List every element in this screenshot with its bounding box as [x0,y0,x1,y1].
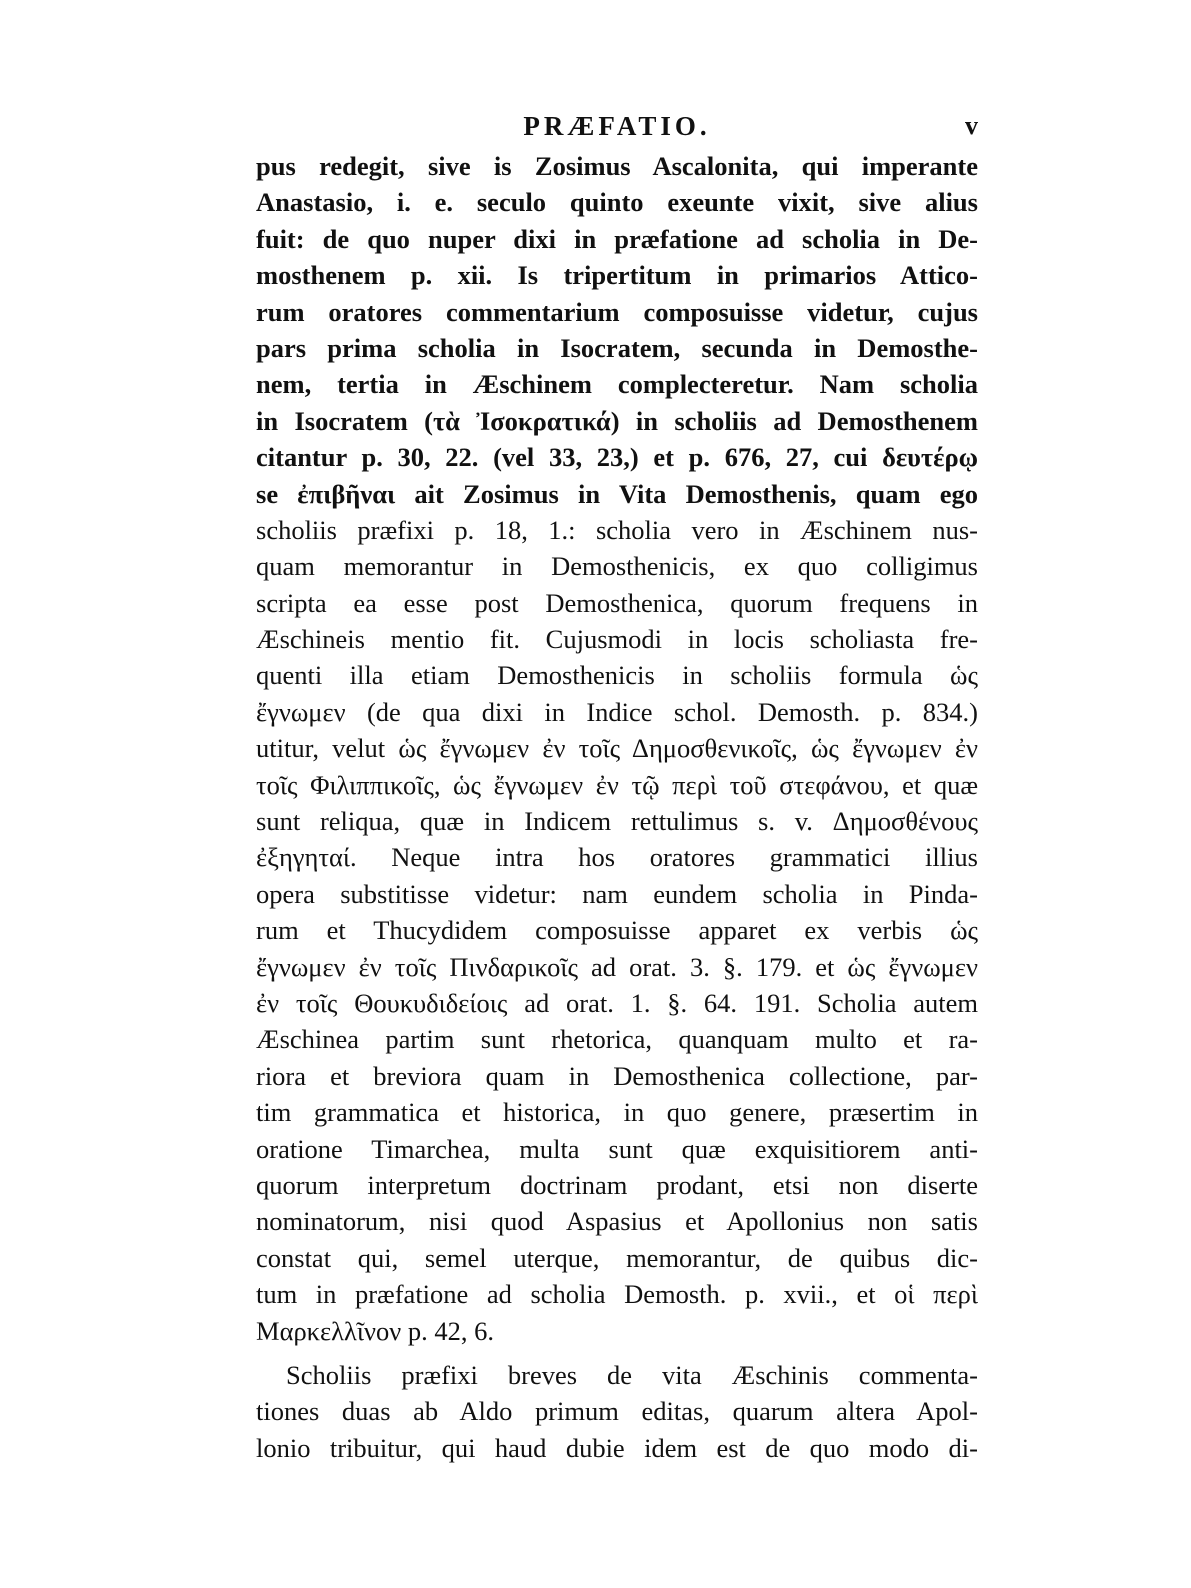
text-line: tum in præfatione ad scholia Demosth. p. xvii., et οἱ περὶ [256,1279,978,1310]
text-line: fuit: de quo nuper dixi in præfatione ad scholia in De- [256,223,978,254]
text-line: utitur, velut ὡς ἔγνωμεν ἐν τοῖς Δημοσθενικοῖς, ὡς ἔγνωμεν ἐν [256,733,978,764]
text-line: pars prima scholia in Isocratem, secunda in Demosthe- [256,332,978,363]
text-line: Æschineis mentio fit. Cujusmodi in locis scholiasta fre- [256,624,978,655]
text-line: nominatorum, nisi quod Aspasius et Apollonius non satis [256,1206,978,1237]
paragraph-gap [256,1349,978,1357]
text-line: citantur p. 30, 22. (vel 33, 23,) et p. 676, 27, cui δευτέρῳ [256,442,978,473]
text-line: in Isocratem (τὰ Ἰσοκρατικά) in scholiis ad Demosthenem [256,405,978,436]
body-text [256,148,978,1466]
text-line: mosthenem p. xii. Is tripertitum in primarios Attico- [256,260,978,291]
text-line: tiones duas ab Aldo primum editas, quarum altera Apol- [256,1396,978,1427]
text-line: pus redegit, sive is Zosimus Ascalonita, qui imperante [256,151,978,181]
text-line: Μαρκελλῖνον p. 42, 6. [256,1315,494,1346]
text-line: quam memorantur in Demosthenicis, ex quo colligimus [256,551,978,582]
text-line: riora et breviora quam in Demosthenica collectione, par- [256,1060,978,1091]
text-line: nem, tertia in Æschinem complecteretur. Nam scholia [256,369,978,400]
text-line: quenti illa etiam Demosthenicis in scholiis formula ὡς [256,660,978,691]
text-line: sunt reliqua, quæ in Indicem rettulimus s. v. Δημοσθένους [256,806,978,837]
text-line: rum et Thucydidem composuisse apparet ex verbis ὡς [256,915,978,946]
text-line: lonio tribuitur, qui haud dubie idem est de quo modo di- [256,1432,978,1463]
text-line: scholiis præfixi p. 18, 1.: scholia vero in Æschinem nus- [256,514,978,545]
text-line: tim grammatica et historica, in quo genere, præsertim in [256,1097,978,1128]
text-line: ἔγνωμεν (de qua dixi in Indice schol. Demosth. p. 834.) [256,696,978,727]
text-line: scripta ea esse post Demosthenica, quorum frequens in [256,587,978,618]
paragraph-1 [256,148,978,1349]
text-line: oratione Timarchea, multa sunt quæ exquisitiorem anti- [256,1133,978,1164]
paragraph-2 [256,1357,978,1466]
text-line: Anastasio, i. e. seculo quinto exeunte vixit, sive alius [256,187,978,218]
text-line: se ἐπιβῆναι ait Zosimus in Vita Demosthenis, quam ego [256,478,978,509]
text-line: opera substitisse videtur: nam eundem scholia in Pinda- [256,878,978,909]
text-line: Æschinea partim sunt rhetorica, quanquam multo et ra- [256,1024,978,1055]
text-line: ἔγνωμεν ἐν τοῖς Πινδαρικοῖς ad orat. 3. §. 179. et ὡς ἔγνωμεν [256,951,978,982]
page-title: PRÆFATIO. [523,111,711,141]
text-line: ἐξηγηταί. Neque intra hos oratores grammatici illius [256,842,978,873]
page-number: v [965,111,978,140]
running-header [256,108,978,144]
text-line: τοῖς Φιλιππικοῖς, ὡς ἔγνωμεν ἐν τῷ περὶ τοῦ στεφάνου, et quæ [256,769,978,800]
text-line: ἐν τοῖς Θουκυδιδείοις ad orat. 1. §. 64. 191. Scholia autem [256,987,978,1018]
text-line: quorum interpretum doctrinam prodant, etsi non diserte [256,1169,978,1200]
text-line: constat qui, semel uterque, memorantur, de quibus dic- [256,1242,978,1273]
text-line: Scholiis præfixi breves de vita Æschinis commenta- [286,1359,978,1390]
text-line: rum oratores commentarium composuisse videtur, cujus [256,296,978,327]
